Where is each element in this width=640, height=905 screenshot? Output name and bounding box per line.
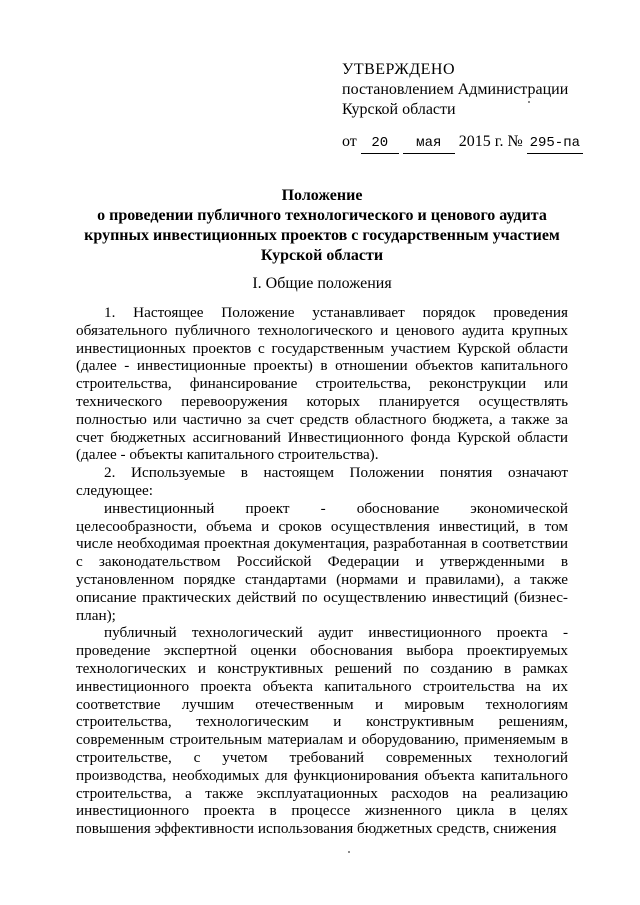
document-title [76, 186, 568, 266]
approval-region: Курской области [342, 101, 456, 118]
date-prefix: от [342, 133, 357, 150]
section-heading: I. Общие положения [252, 275, 392, 292]
approval-authority: постановлением Администрации [342, 81, 569, 98]
resolution-number: 295-па [527, 133, 583, 154]
date-month: мая [403, 133, 455, 154]
scan-speck [528, 101, 530, 103]
page-speck [348, 851, 350, 853]
paragraph-3: инвестиционный проект - обоснование экономической целесообразности, объема и сроков осуществления инвестиций, в том числе необходимая проектная документация, разработанная в соответствии с законодательством Российской Федерации и утвержденными в установленном порядке стандартами (нормами и правилами), а также описание практических действий по осуществлению инвестиций (бизнес-план); [76, 499, 568, 624]
title-line-3: крупных инвестиционных проектов с государственным участием [84, 227, 560, 244]
title-line-4: Курской области [260, 247, 384, 264]
approval-heading: УТВЕРЖДЕНО [342, 61, 456, 78]
title-line-2: о проведении публичного технологического и ценового аудита [97, 207, 547, 224]
date-year: 2015 г. № [458, 133, 523, 150]
paragraph-2: 2. Используемые в настоящем Положении понятия означают следующее: [76, 464, 568, 499]
paragraph-1: 1. Настоящее Положение устанавливает порядок проведения обязательного публичного технологического и ценового аудита крупных инвестиционных проектов с государственным участием Курской области (далее - инвестиционные проекты) в отношении объектов капитального строительства, финансирование строительства, реконструкции или технического перевооружения которых планируется осуществлять полностью или частично за счет средств областного бюджета, а также за счет бюджетных ассигнований Инвестиционного фонда Курской области (далее - объекты капитального строительства). [76, 304, 568, 464]
date-day: 20 [361, 133, 399, 154]
approval-stamp [342, 60, 568, 120]
resolution-date-line [342, 132, 583, 154]
paragraph-4: публичный технологический аудит инвестиционного проекта - проведение экспертной оценки обоснования выбора проектируемых технологических и конструктивных решений по созданию в рамках инвестиционного проекта объекта капитального строительства на их соответствие лучшим отечественным и мировым технологиям строительства, технологическим и конструктивным решениям, современным строительным материалам и оборудованию, применяемым в строительстве, с учетом требований современных технологий производства, необходимых для функционирования объекта капитального строительства, а также эксплуатационных расходов на реализацию инвестиционного проекта в процессе жизненного цикла в целях повышения эффективности использования бюджетных средств, снижения [76, 624, 568, 838]
document-body [76, 304, 568, 838]
title-line-1: Положение [281, 187, 363, 204]
